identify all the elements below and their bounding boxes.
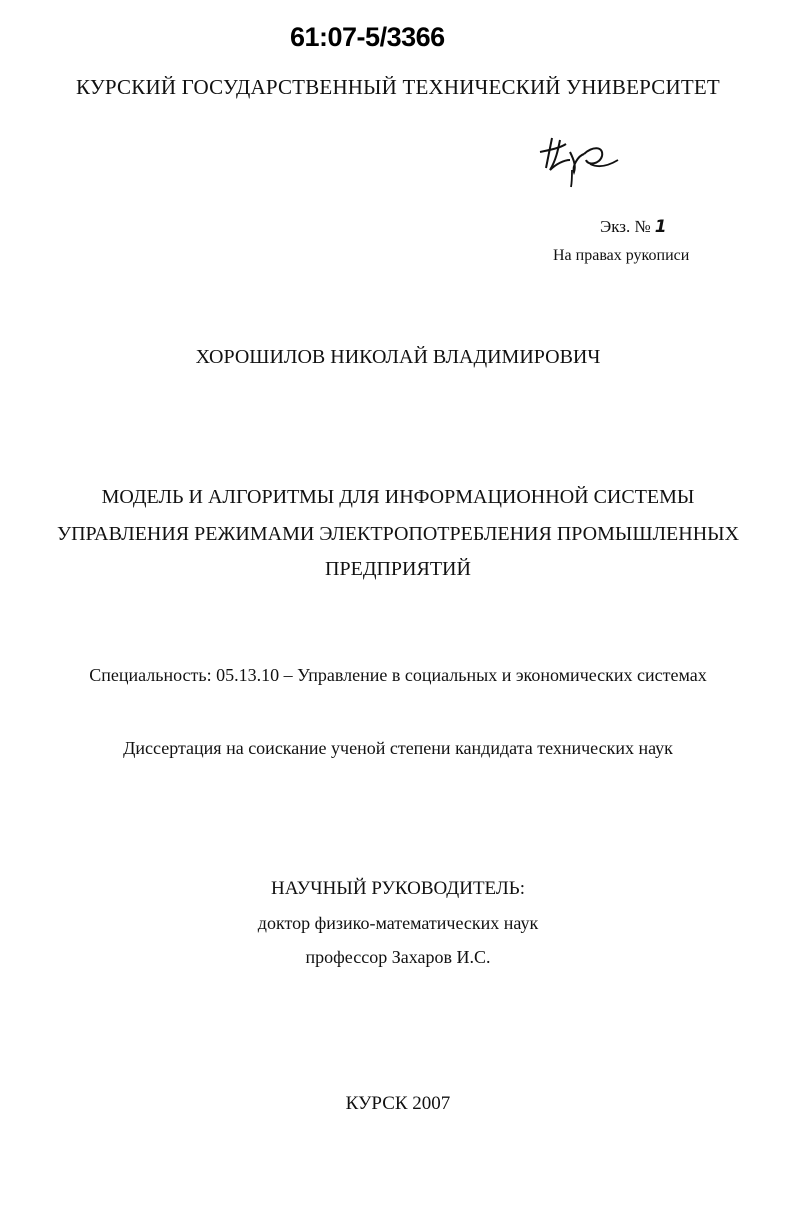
thesis-title-line-2: УПРАВЛЕНИЯ РЕЖИМАМИ ЭЛЕКТРОПОТРЕБЛЕНИЯ ПРОМЫШЛЕННЫХ <box>56 523 740 545</box>
advisor-heading: НАУЧНЫЙ РУКОВОДИТЕЛЬ: <box>271 878 525 899</box>
thesis-title-line-1: МОДЕЛЬ И АЛГОРИТМЫ ДЛЯ ИНФОРМАЦИОННОЙ СИСТЕМЫ <box>101 486 695 508</box>
advisor-name: профессор Захаров И.С. <box>305 947 491 967</box>
copy-number-label: Экз. № <box>600 217 651 236</box>
specialty-line: Специальность: 05.13.10 – Управление в социальных и экономических системах <box>89 665 707 685</box>
author-name: ХОРОШИЛОВ НИКОЛАЙ ВЛАДИМИРОВИЧ <box>195 346 601 368</box>
dissertation-degree-line: Диссертация на соискание ученой степени кандидата технических наук <box>123 738 673 758</box>
advisor-degree: доктор физико-математических наук <box>257 913 539 933</box>
university-name: КУРСКИЙ ГОСУДАРСТВЕННЫЙ ТЕХНИЧЕСКИЙ УНИВЕРСИТЕТ <box>76 75 720 99</box>
copy-number-line <box>600 217 667 237</box>
thesis-title-line-3: ПРЕДПРИЯТИЙ <box>325 558 471 580</box>
manuscript-rights-note: На правах рукописи <box>553 247 690 264</box>
library-stamp-number: 61:07-5/3366 <box>290 22 445 52</box>
handwritten-signature <box>530 130 630 190</box>
copy-number-value: 1 <box>654 217 667 237</box>
city-year: КУРСК 2007 <box>345 1093 451 1114</box>
